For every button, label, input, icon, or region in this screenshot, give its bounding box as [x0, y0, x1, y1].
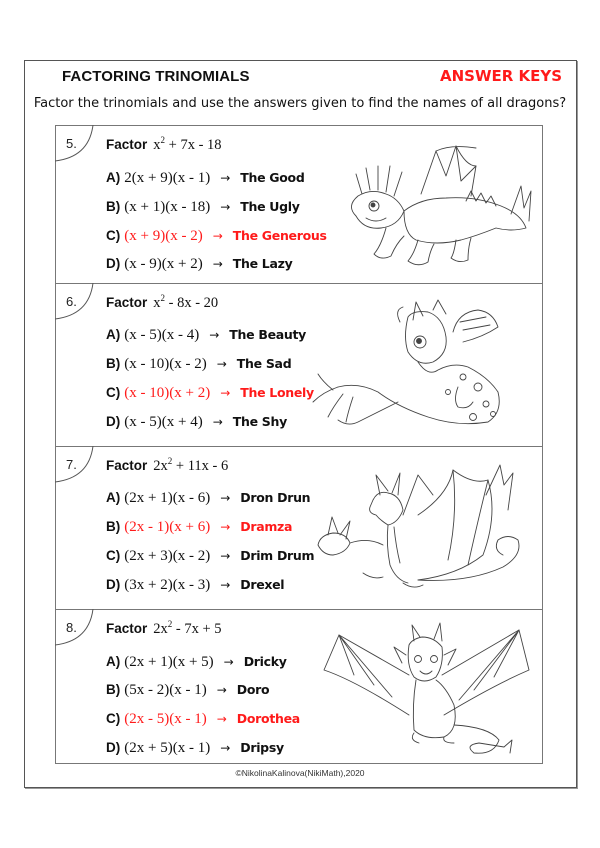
option-b — [106, 356, 291, 376]
option-letter: B) — [106, 682, 121, 697]
option-letter: A) — [106, 654, 121, 669]
option-letter: A) — [106, 327, 121, 342]
option-factors: (x - 10)(x + 2) — [124, 385, 211, 401]
trinomial — [153, 621, 221, 637]
option-factors: (2x + 5)(x - 1) — [124, 740, 211, 756]
dragon-name: The Good — [240, 170, 305, 185]
arrow-right-icon: → — [216, 683, 227, 697]
trinomial-exponent: 2 — [167, 619, 173, 629]
arrow-right-icon: → — [209, 328, 220, 342]
problem-prompt — [106, 135, 222, 154]
arrow-right-icon: → — [216, 712, 227, 726]
option-d — [106, 577, 284, 597]
problem-number: 5. — [66, 136, 77, 151]
option-b-correct — [106, 519, 292, 539]
arrow-right-icon: → — [220, 171, 231, 185]
option-factors: (x + 9)(x - 2) — [124, 228, 203, 244]
option-a — [106, 490, 310, 510]
dragon-name: Dricky — [243, 654, 287, 669]
option-c — [106, 548, 314, 568]
problem-prompt — [106, 293, 218, 312]
option-a — [106, 327, 306, 347]
option-factors: (2x + 1)(x + 5) — [124, 654, 214, 670]
dragon-two-headed-winged-icon — [308, 455, 538, 605]
option-factors: (2x - 5)(x - 1) — [124, 711, 207, 727]
prompt-label: Factor — [106, 458, 148, 473]
prompt-label: Factor — [106, 621, 148, 636]
problem-prompt — [106, 619, 222, 638]
option-a — [106, 654, 287, 674]
trinomial-lead: x — [153, 295, 161, 311]
dragon-name: Dorothea — [236, 711, 300, 726]
trinomial-lead: 2x — [153, 458, 168, 474]
dragon-fluffy-lying-icon — [308, 292, 538, 442]
arrow-right-icon: → — [220, 386, 231, 400]
option-letter: D) — [106, 577, 121, 592]
option-d — [106, 256, 292, 276]
arrow-right-icon: → — [220, 578, 231, 592]
dragon-name: Drim Drum — [240, 548, 315, 563]
arrow-right-icon: → — [216, 357, 227, 371]
instructions: Factor the trinomials and use the answers given to find the names of all dragons? — [33, 96, 567, 111]
option-letter: C) — [106, 548, 121, 563]
option-factors: (2x + 1)(x - 6) — [124, 490, 211, 506]
problem-6 — [56, 283, 542, 446]
arrow-right-icon: → — [223, 655, 234, 669]
problem-number: 7. — [66, 457, 77, 472]
option-letter: C) — [106, 385, 121, 400]
trinomial-rest: - 7x + 5 — [172, 621, 222, 637]
option-d — [106, 414, 287, 434]
prompt-label: Factor — [106, 295, 148, 310]
option-factors: (x + 1)(x - 18) — [124, 199, 211, 215]
option-factors: (x - 5)(x - 4) — [124, 327, 200, 343]
option-factors: (x - 5)(x + 4) — [124, 414, 203, 430]
trinomial-rest: + 7x - 18 — [165, 137, 222, 153]
option-b — [106, 682, 269, 702]
trinomial — [153, 137, 221, 153]
copyright-footer: ©NikolinaKalinova(NikiMath),2020 — [235, 768, 365, 778]
option-factors: (5x - 2)(x - 1) — [124, 682, 207, 698]
answer-keys-label: ANSWER KEYS — [440, 67, 563, 85]
option-letter: B) — [106, 356, 121, 371]
problem-7 — [56, 446, 542, 609]
dragon-name: The Beauty — [229, 327, 307, 342]
problem-8 — [56, 609, 542, 764]
option-c-correct — [106, 711, 300, 731]
trinomial — [153, 458, 228, 474]
dragon-name: Drexel — [240, 577, 285, 592]
problem-number: 8. — [66, 620, 77, 635]
option-factors: (3x + 2)(x - 3) — [124, 577, 211, 593]
dragon-name: Dron Drun — [240, 490, 311, 505]
option-letter: A) — [106, 170, 121, 185]
dragon-name: Doro — [236, 682, 270, 697]
arrow-right-icon: → — [220, 549, 231, 563]
option-letter: D) — [106, 740, 121, 755]
trinomial-lead: 2x — [153, 621, 168, 637]
arrow-right-icon: → — [220, 741, 231, 755]
trinomial-rest: - 8x - 20 — [165, 295, 219, 311]
arrow-right-icon: → — [212, 415, 223, 429]
arrow-right-icon: → — [220, 491, 231, 505]
worksheet-title: FACTORING TRINOMIALS — [62, 68, 250, 85]
option-factors: 2(x + 9)(x - 1) — [124, 170, 211, 186]
arrow-right-icon: → — [220, 520, 231, 534]
option-letter: B) — [106, 199, 121, 214]
dragon-name: The Lonely — [240, 385, 314, 400]
dragon-name: The Ugly — [240, 199, 300, 214]
dragon-name: The Lazy — [232, 256, 293, 271]
dragon-name: The Sad — [236, 356, 292, 371]
option-d — [106, 740, 284, 760]
trinomial-rest: + 11x - 6 — [172, 458, 229, 474]
dragon-sitting-wings-spread-icon — [314, 615, 539, 765]
dragon-name: Dripsy — [240, 740, 284, 755]
option-factors: (2x + 3)(x - 2) — [124, 548, 211, 564]
option-factors: (2x - 1)(x + 6) — [124, 519, 211, 535]
problems-box — [55, 125, 543, 764]
problem-number: 6. — [66, 294, 77, 309]
dragon-name: The Shy — [232, 414, 287, 429]
option-letter: C) — [106, 228, 121, 243]
option-c-correct — [106, 228, 327, 248]
option-factors: (x - 10)(x - 2) — [124, 356, 207, 372]
trinomial — [153, 295, 218, 311]
option-letter: D) — [106, 256, 121, 271]
problem-5 — [56, 126, 542, 283]
trinomial-lead: x — [153, 137, 161, 153]
arrow-right-icon: → — [212, 257, 223, 271]
dragon-name: The Generous — [232, 228, 327, 243]
arrow-right-icon: → — [220, 200, 231, 214]
trinomial-exponent: 2 — [160, 135, 166, 145]
trinomial-exponent: 2 — [167, 456, 173, 466]
option-letter: B) — [106, 519, 121, 534]
arrow-right-icon: → — [212, 229, 223, 243]
option-factors: (x - 9)(x + 2) — [124, 256, 203, 272]
option-a — [106, 170, 305, 190]
option-letter: A) — [106, 490, 121, 505]
option-letter: C) — [106, 711, 121, 726]
prompt-label: Factor — [106, 137, 148, 152]
trinomial-exponent: 2 — [160, 293, 166, 303]
option-letter: D) — [106, 414, 121, 429]
option-b — [106, 199, 300, 219]
problem-prompt — [106, 456, 228, 475]
option-c-correct — [106, 385, 314, 405]
dragon-name: Dramza — [240, 519, 293, 534]
dragon-spiky-walking-icon — [326, 136, 536, 276]
